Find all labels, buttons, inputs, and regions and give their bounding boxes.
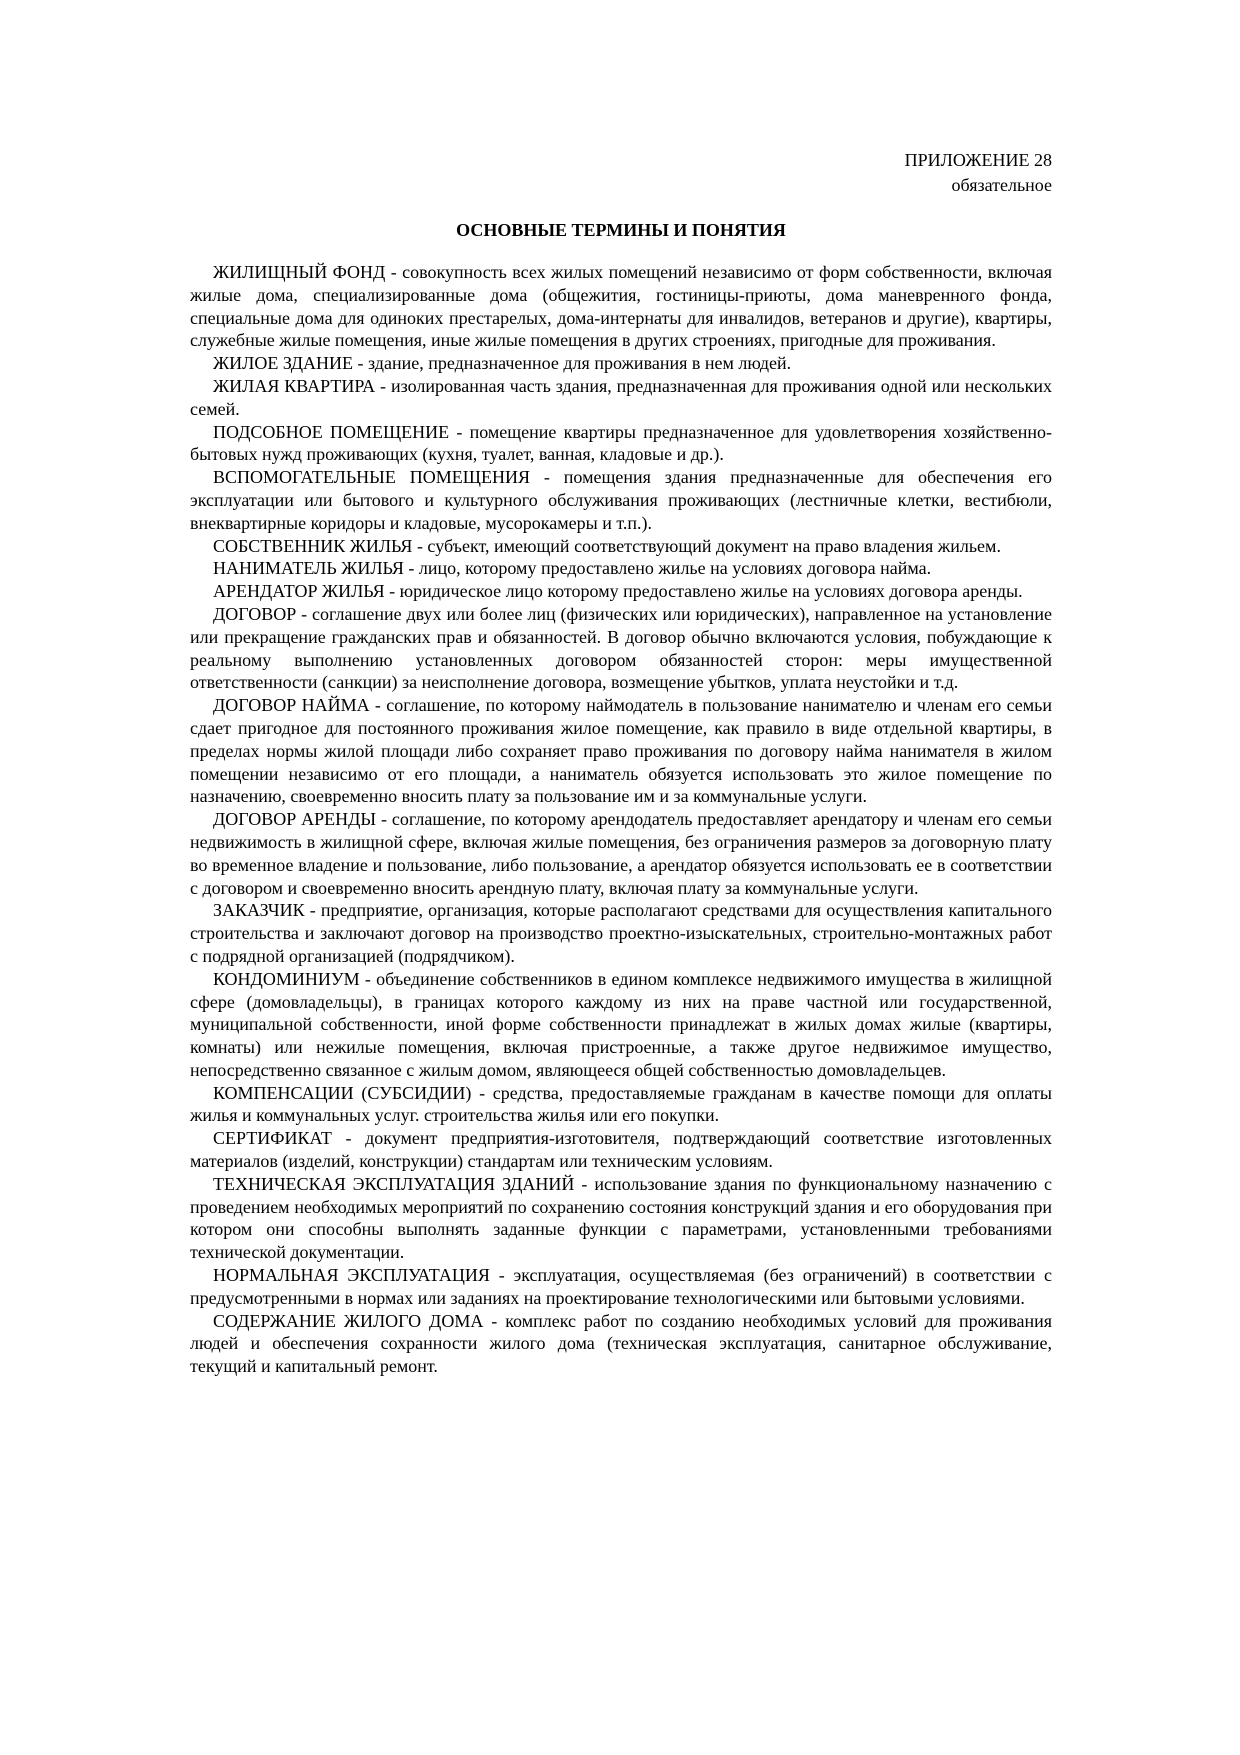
document-page (190, 148, 1052, 1378)
term-entry: СОДЕРЖАНИЕ ЖИЛОГО ДОМА - комплекс работ по созданию необходимых условий для проживания людей и обеспечения сохранности жилого дома (техническая эксплуатация, санитарное обслуживание, текущий и капитальный ремонт. (190, 1310, 1052, 1377)
term-entry: ТЕХНИЧЕСКАЯ ЭКСПЛУАТАЦИЯ ЗДАНИЙ - использование здания по функциональному назначению с проведением необходимых мероприятий по сохранению состояния конструкций здания и его оборудования при котором они способны выполнять заданные функции с параметрами, установленными требованиями технической документации. (190, 1173, 1052, 1263)
term-entry: ДОГОВОР АРЕНДЫ - соглашение, по которому арендодатель предоставляет арендатору и членам его семьи недвижимость в жилищной сфере, включая жилые помещения, без ограничения размеров за договорную плату во временное владение и пользование, либо пользование, а арендатор обязуется использовать ее в соответствии с договором и своевременно вносить арендную плату, включая плату за коммунальные услуги. (190, 809, 1052, 898)
term-entry: ДОГОВОР НАЙМА - соглашение, по которому наймодатель в пользование нанимателю и членам его семьи сдает пригодное для постоянного проживания жилое помещение, как правило в виде отдельной квартиры, в пределах нормы жилой площади либо сохраняет право проживания по договору найма нанимателя в жилом помещении независимо от его площади, а наниматель обязуется использовать это жилое помещение по назначению, своевременно вносить плату за пользование им и за коммунальные услуги. (190, 695, 1052, 807)
term-entry: ЖИЛОЕ ЗДАНИЕ - здание, предназначенное для проживания в нем людей. (213, 353, 792, 374)
appendix-status: обязательное (951, 175, 1052, 195)
term-entry: ДОГОВОР - соглашение двух или более лиц (физических или юридических), направленное на установление или прекращение гражданских прав и обязанностей. В договор обычно включаются условия, побуждающие к реальному выполнению установленных договором обязанностей сторон: меры имущественной ответственности (санкции) за неисполнение договора, возмещение убытков, уплата неустойки и т.д. (190, 603, 1052, 693)
term-entry: ЖИЛАЯ КВАРТИРА - изолированная часть здания, предназначенная для проживания одной или нескольких семей. (190, 375, 1052, 419)
appendix-header (190, 148, 1052, 198)
term-entry: КОНДОМИНИУМ - объединение собственников в едином комплексе недвижимого имущества в жилищной сфере (домовладельцы), в границах которого каждому из них на праве частной или государственной, муниципальной собственности, иной форме собственности принадлежат в жилых домах жилые (квартиры, комнаты) или нежилые помещения, включая пристроенные, а также другое недвижимое имущество, непосредственно связанное с жилым домом, являющееся общей собственностью домовладельцев. (190, 968, 1052, 1080)
page-title: ОСНОВНЫЕ ТЕРМИНЫ И ПОНЯТИЯ (456, 220, 786, 240)
term-entry: НОРМАЛЬНАЯ ЭКСПЛУАТАЦИЯ - эксплуатация, осуществляемая (без ограничений) в соответствии с предусмотренными в нормах или заданиях на проектирование технологическими или бытовыми условиями. (190, 1265, 1052, 1308)
term-entry: СОБСТВЕННИК ЖИЛЬЯ - субъект, имеющий соответствующий документ на право владения жильем. (213, 535, 1001, 556)
term-entry: ВСПОМОГАТЕЛЬНЫЕ ПОМЕЩЕНИЯ - помещения здания предназначенные для обеспечения его эксплуатации или бытового и культурного обслуживания проживающих (лестничные клетки, вестибюли, внеквартирные коридоры и кладовые, мусорокамеры и т.п.). (190, 467, 1052, 533)
term-entry: ПОДСОБНОЕ ПОМЕЩЕНИЕ - помещение квартиры предназначенное для удовлетворения хозяйственно-бытовых нужд проживающих (кухня, туалет, ванная, кладовые и др.). (190, 421, 1052, 465)
term-entry: АРЕНДАТОР ЖИЛЬЯ - юридическое лицо которому предоставлено жилье на условиях договора аренды. (213, 581, 1023, 602)
term-entry: ЗАКАЗЧИК - предприятие, организация, которые располагают средствами для осуществления капитального строительства и заключают договор на производство проектно-изыскательных, строительно-монтажных работ с подрядной организацией (подрядчиком). (190, 900, 1052, 966)
term-entry: НАНИМАТЕЛЬ ЖИЛЬЯ - лицо, которому предоставлено жилье на условиях договора найма. (213, 558, 932, 579)
terms-list (190, 261, 1052, 1378)
term-entry: СЕРТИФИКАТ - документ предприятия-изготовителя, подтверждающий соответствие изготовленных материалов (изделий, конструкции) стандартам или техническим условиям. (190, 1128, 1052, 1172)
term-entry: КОМПЕНСАЦИИ (СУБСИДИИ) - средства, предоставляемые гражданам в качестве помощи для оплаты жилья и коммунальных услуг. строительства жилья или его покупки. (190, 1082, 1052, 1126)
appendix-number: ПРИЛОЖЕНИЕ 28 (904, 150, 1052, 170)
term-entry: ЖИЛИЩНЫЙ ФОНД - совокупность всех жилых помещений независимо от форм собственности, включая жилые дома, специализированные дома (общежития, гостиницы-приюты, дома маневренного фонда, специальные дома для одиноких престарелых, дома-интернаты для инвалидов, ветеранов и другие), квартиры, служебные жилые помещения, иные жилые помещения в других строениях, пригодные для проживания. (190, 262, 1052, 351)
